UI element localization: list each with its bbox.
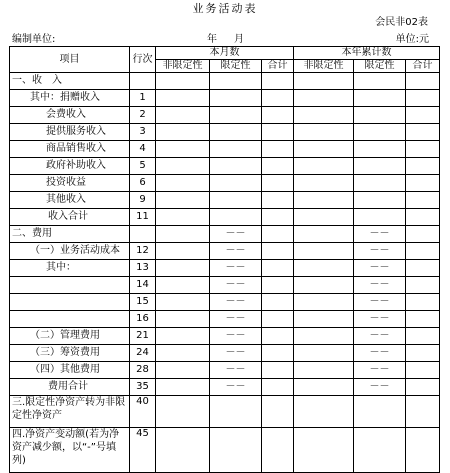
row-line-no: 11 <box>130 209 156 226</box>
table-row <box>10 73 440 90</box>
table-row <box>10 260 440 277</box>
row-line-no: 24 <box>130 345 156 362</box>
table-row <box>10 328 440 345</box>
cell-empty <box>406 226 440 243</box>
cell-empty <box>406 141 440 158</box>
table-row <box>10 141 440 158</box>
cell-empty <box>294 73 354 90</box>
cell-dash: －－ <box>210 379 262 396</box>
row-item: 会费收入 <box>10 107 130 124</box>
cell-empty <box>210 192 262 209</box>
row-line-no: 45 <box>130 428 156 473</box>
cell-empty <box>294 396 354 428</box>
row-line-no: 40 <box>130 396 156 428</box>
cell-empty <box>156 396 210 428</box>
row-item: 商品销售收入 <box>10 141 130 158</box>
cell-empty <box>156 428 210 473</box>
row-line-no: 21 <box>130 328 156 345</box>
cell-empty <box>354 158 406 175</box>
row-item: （三）筹资费用 <box>10 345 130 362</box>
cell-dash: －－ <box>354 328 406 345</box>
header-current-month: 本月数 <box>156 47 294 60</box>
table-row <box>10 345 440 362</box>
cell-dash: －－ <box>354 345 406 362</box>
cell-empty <box>262 260 294 277</box>
row-item <box>10 294 130 311</box>
cell-empty <box>262 277 294 294</box>
cell-empty <box>406 428 440 473</box>
form-code: 会民非02表 <box>375 17 428 28</box>
cell-empty <box>406 311 440 328</box>
cell-dash: －－ <box>210 243 262 260</box>
cell-empty <box>294 158 354 175</box>
cell-empty <box>156 141 210 158</box>
cell-dash: －－ <box>354 243 406 260</box>
cell-empty <box>406 277 440 294</box>
cell-empty <box>262 175 294 192</box>
cell-empty <box>156 73 210 90</box>
cell-dash: －－ <box>354 379 406 396</box>
cell-empty <box>262 107 294 124</box>
table-row <box>10 158 440 175</box>
row-line-no: 28 <box>130 362 156 379</box>
cell-dash: －－ <box>210 260 262 277</box>
cell-empty <box>156 124 210 141</box>
cell-empty <box>210 396 262 428</box>
header-unrestricted: 非限定性 <box>294 60 354 73</box>
cell-dash: －－ <box>354 362 406 379</box>
cell-empty <box>156 379 210 396</box>
cell-empty <box>294 428 354 473</box>
cell-empty <box>210 209 262 226</box>
table-row <box>10 107 440 124</box>
cell-empty <box>294 107 354 124</box>
cell-empty <box>294 141 354 158</box>
cell-empty <box>156 362 210 379</box>
cell-dash: －－ <box>354 226 406 243</box>
table-row <box>10 90 440 107</box>
row-line-no: 14 <box>130 277 156 294</box>
header-year-cumulative: 本年累计数 <box>294 47 440 60</box>
row-item: （一）业务活动成本 <box>10 243 130 260</box>
header-total: 合计 <box>406 60 440 73</box>
cell-empty <box>156 311 210 328</box>
row-line-no: 35 <box>130 379 156 396</box>
row-item: 一、收 入 <box>10 73 130 90</box>
row-item: 其中：捐赠收入 <box>10 90 130 107</box>
row-line-no: 16 <box>130 311 156 328</box>
cell-empty <box>294 379 354 396</box>
cell-empty <box>156 243 210 260</box>
cell-empty <box>294 226 354 243</box>
cell-empty <box>406 90 440 107</box>
table-row <box>10 362 440 379</box>
cell-empty <box>294 294 354 311</box>
cell-empty <box>156 260 210 277</box>
row-item: （二）管理费用 <box>10 328 130 345</box>
header-unrestricted: 非限定性 <box>156 60 210 73</box>
row-line-no: 15 <box>130 294 156 311</box>
cell-empty <box>294 209 354 226</box>
cell-empty <box>294 90 354 107</box>
row-line-no <box>130 226 156 243</box>
cell-empty <box>210 141 262 158</box>
table-row <box>10 277 440 294</box>
cell-empty <box>354 396 406 428</box>
cell-empty <box>354 141 406 158</box>
cell-empty <box>156 192 210 209</box>
row-line-no: 3 <box>130 124 156 141</box>
cell-empty <box>262 73 294 90</box>
row-line-no: 1 <box>130 90 156 107</box>
cell-empty <box>406 107 440 124</box>
row-line-no: 9 <box>130 192 156 209</box>
table-row <box>10 294 440 311</box>
row-line-no: 5 <box>130 158 156 175</box>
cell-dash: －－ <box>210 277 262 294</box>
cell-empty <box>406 294 440 311</box>
row-item: 收入合计 <box>10 209 130 226</box>
cell-empty <box>156 294 210 311</box>
header-restricted: 限定性 <box>210 60 262 73</box>
cell-dash: －－ <box>210 345 262 362</box>
activity-table <box>9 46 440 473</box>
cell-empty <box>406 362 440 379</box>
cell-empty <box>262 192 294 209</box>
page-title: 业务活动表 <box>192 2 258 15</box>
cell-empty <box>406 379 440 396</box>
cell-empty <box>210 107 262 124</box>
header-line-no: 行次 <box>130 47 156 73</box>
cell-empty <box>294 243 354 260</box>
row-item <box>10 311 130 328</box>
cell-empty <box>210 158 262 175</box>
row-item: 提供服务收入 <box>10 124 130 141</box>
cell-empty <box>406 243 440 260</box>
cell-empty <box>156 175 210 192</box>
cell-empty <box>156 90 210 107</box>
cell-empty <box>406 396 440 428</box>
row-line-no: 12 <box>130 243 156 260</box>
cell-empty <box>210 73 262 90</box>
cell-empty <box>262 345 294 362</box>
cell-dash: －－ <box>210 226 262 243</box>
cell-empty <box>262 90 294 107</box>
month-label: 月 <box>234 34 244 45</box>
cell-empty <box>210 175 262 192</box>
cell-empty <box>294 328 354 345</box>
cell-dash: －－ <box>354 311 406 328</box>
cell-empty <box>210 90 262 107</box>
cell-empty <box>262 226 294 243</box>
row-item: 其他收入 <box>10 192 130 209</box>
table-row <box>10 209 440 226</box>
header-total: 合计 <box>262 60 294 73</box>
cell-empty <box>406 124 440 141</box>
cell-dash: －－ <box>210 311 262 328</box>
cell-empty <box>262 328 294 345</box>
cell-empty <box>354 73 406 90</box>
cell-empty <box>262 396 294 428</box>
row-line-no: 4 <box>130 141 156 158</box>
cell-empty <box>406 328 440 345</box>
cell-empty <box>406 73 440 90</box>
table-row <box>10 192 440 209</box>
cell-empty <box>294 362 354 379</box>
cell-empty <box>262 209 294 226</box>
row-item: （四）其他费用 <box>10 362 130 379</box>
table-row <box>10 311 440 328</box>
cell-empty <box>262 362 294 379</box>
cell-empty <box>156 226 210 243</box>
header-restricted: 限定性 <box>354 60 406 73</box>
cell-empty <box>262 141 294 158</box>
cell-empty <box>406 260 440 277</box>
row-item: 三.限定性净资产转为非限定性净资产 <box>10 396 130 428</box>
table-row <box>10 243 440 260</box>
cell-empty <box>354 175 406 192</box>
cell-empty <box>262 158 294 175</box>
table-row <box>10 226 440 243</box>
table-row <box>10 124 440 141</box>
row-line-no: 6 <box>130 175 156 192</box>
cell-empty <box>156 345 210 362</box>
cell-empty <box>294 175 354 192</box>
cell-dash: －－ <box>354 277 406 294</box>
cell-empty <box>262 294 294 311</box>
cell-empty <box>156 277 210 294</box>
row-item: 投资收益 <box>10 175 130 192</box>
header-item: 项目 <box>10 47 130 73</box>
row-item: 四.净资产变动额(若为净资产减少额，以“-”号填列) <box>10 428 130 473</box>
cell-empty <box>156 107 210 124</box>
cell-empty <box>354 192 406 209</box>
cell-empty <box>354 428 406 473</box>
row-item: 其中： <box>10 260 130 277</box>
cell-empty <box>294 345 354 362</box>
row-line-no <box>130 73 156 90</box>
cell-empty <box>354 124 406 141</box>
row-item: 二、费用 <box>10 226 130 243</box>
cell-empty <box>354 90 406 107</box>
cell-empty <box>156 209 210 226</box>
row-item: 政府补助收入 <box>10 158 130 175</box>
unit-label: 编制单位: <box>12 34 56 45</box>
table-row <box>10 175 440 192</box>
year-label: 年 <box>207 34 217 45</box>
row-item <box>10 277 130 294</box>
table-row <box>10 379 440 396</box>
cell-empty <box>406 158 440 175</box>
cell-empty <box>210 124 262 141</box>
cell-dash: －－ <box>210 328 262 345</box>
cell-empty <box>354 107 406 124</box>
row-line-no: 13 <box>130 260 156 277</box>
cell-empty <box>406 345 440 362</box>
cell-empty <box>262 124 294 141</box>
cell-empty <box>354 209 406 226</box>
cell-empty <box>210 428 262 473</box>
cell-empty <box>294 192 354 209</box>
cell-empty <box>294 277 354 294</box>
cell-empty <box>294 260 354 277</box>
cell-empty <box>294 311 354 328</box>
cell-empty <box>262 379 294 396</box>
currency-unit: 单位:元 <box>395 34 429 45</box>
cell-dash: －－ <box>210 362 262 379</box>
cell-empty <box>156 158 210 175</box>
cell-empty <box>156 328 210 345</box>
cell-empty <box>406 175 440 192</box>
cell-empty <box>294 124 354 141</box>
cell-dash: －－ <box>354 260 406 277</box>
cell-empty <box>262 243 294 260</box>
row-line-no: 2 <box>130 107 156 124</box>
cell-dash: －－ <box>354 294 406 311</box>
cell-empty <box>406 192 440 209</box>
cell-dash: －－ <box>210 294 262 311</box>
cell-empty <box>262 428 294 473</box>
cell-empty <box>406 209 440 226</box>
row-item: 费用合计 <box>10 379 130 396</box>
cell-empty <box>262 311 294 328</box>
